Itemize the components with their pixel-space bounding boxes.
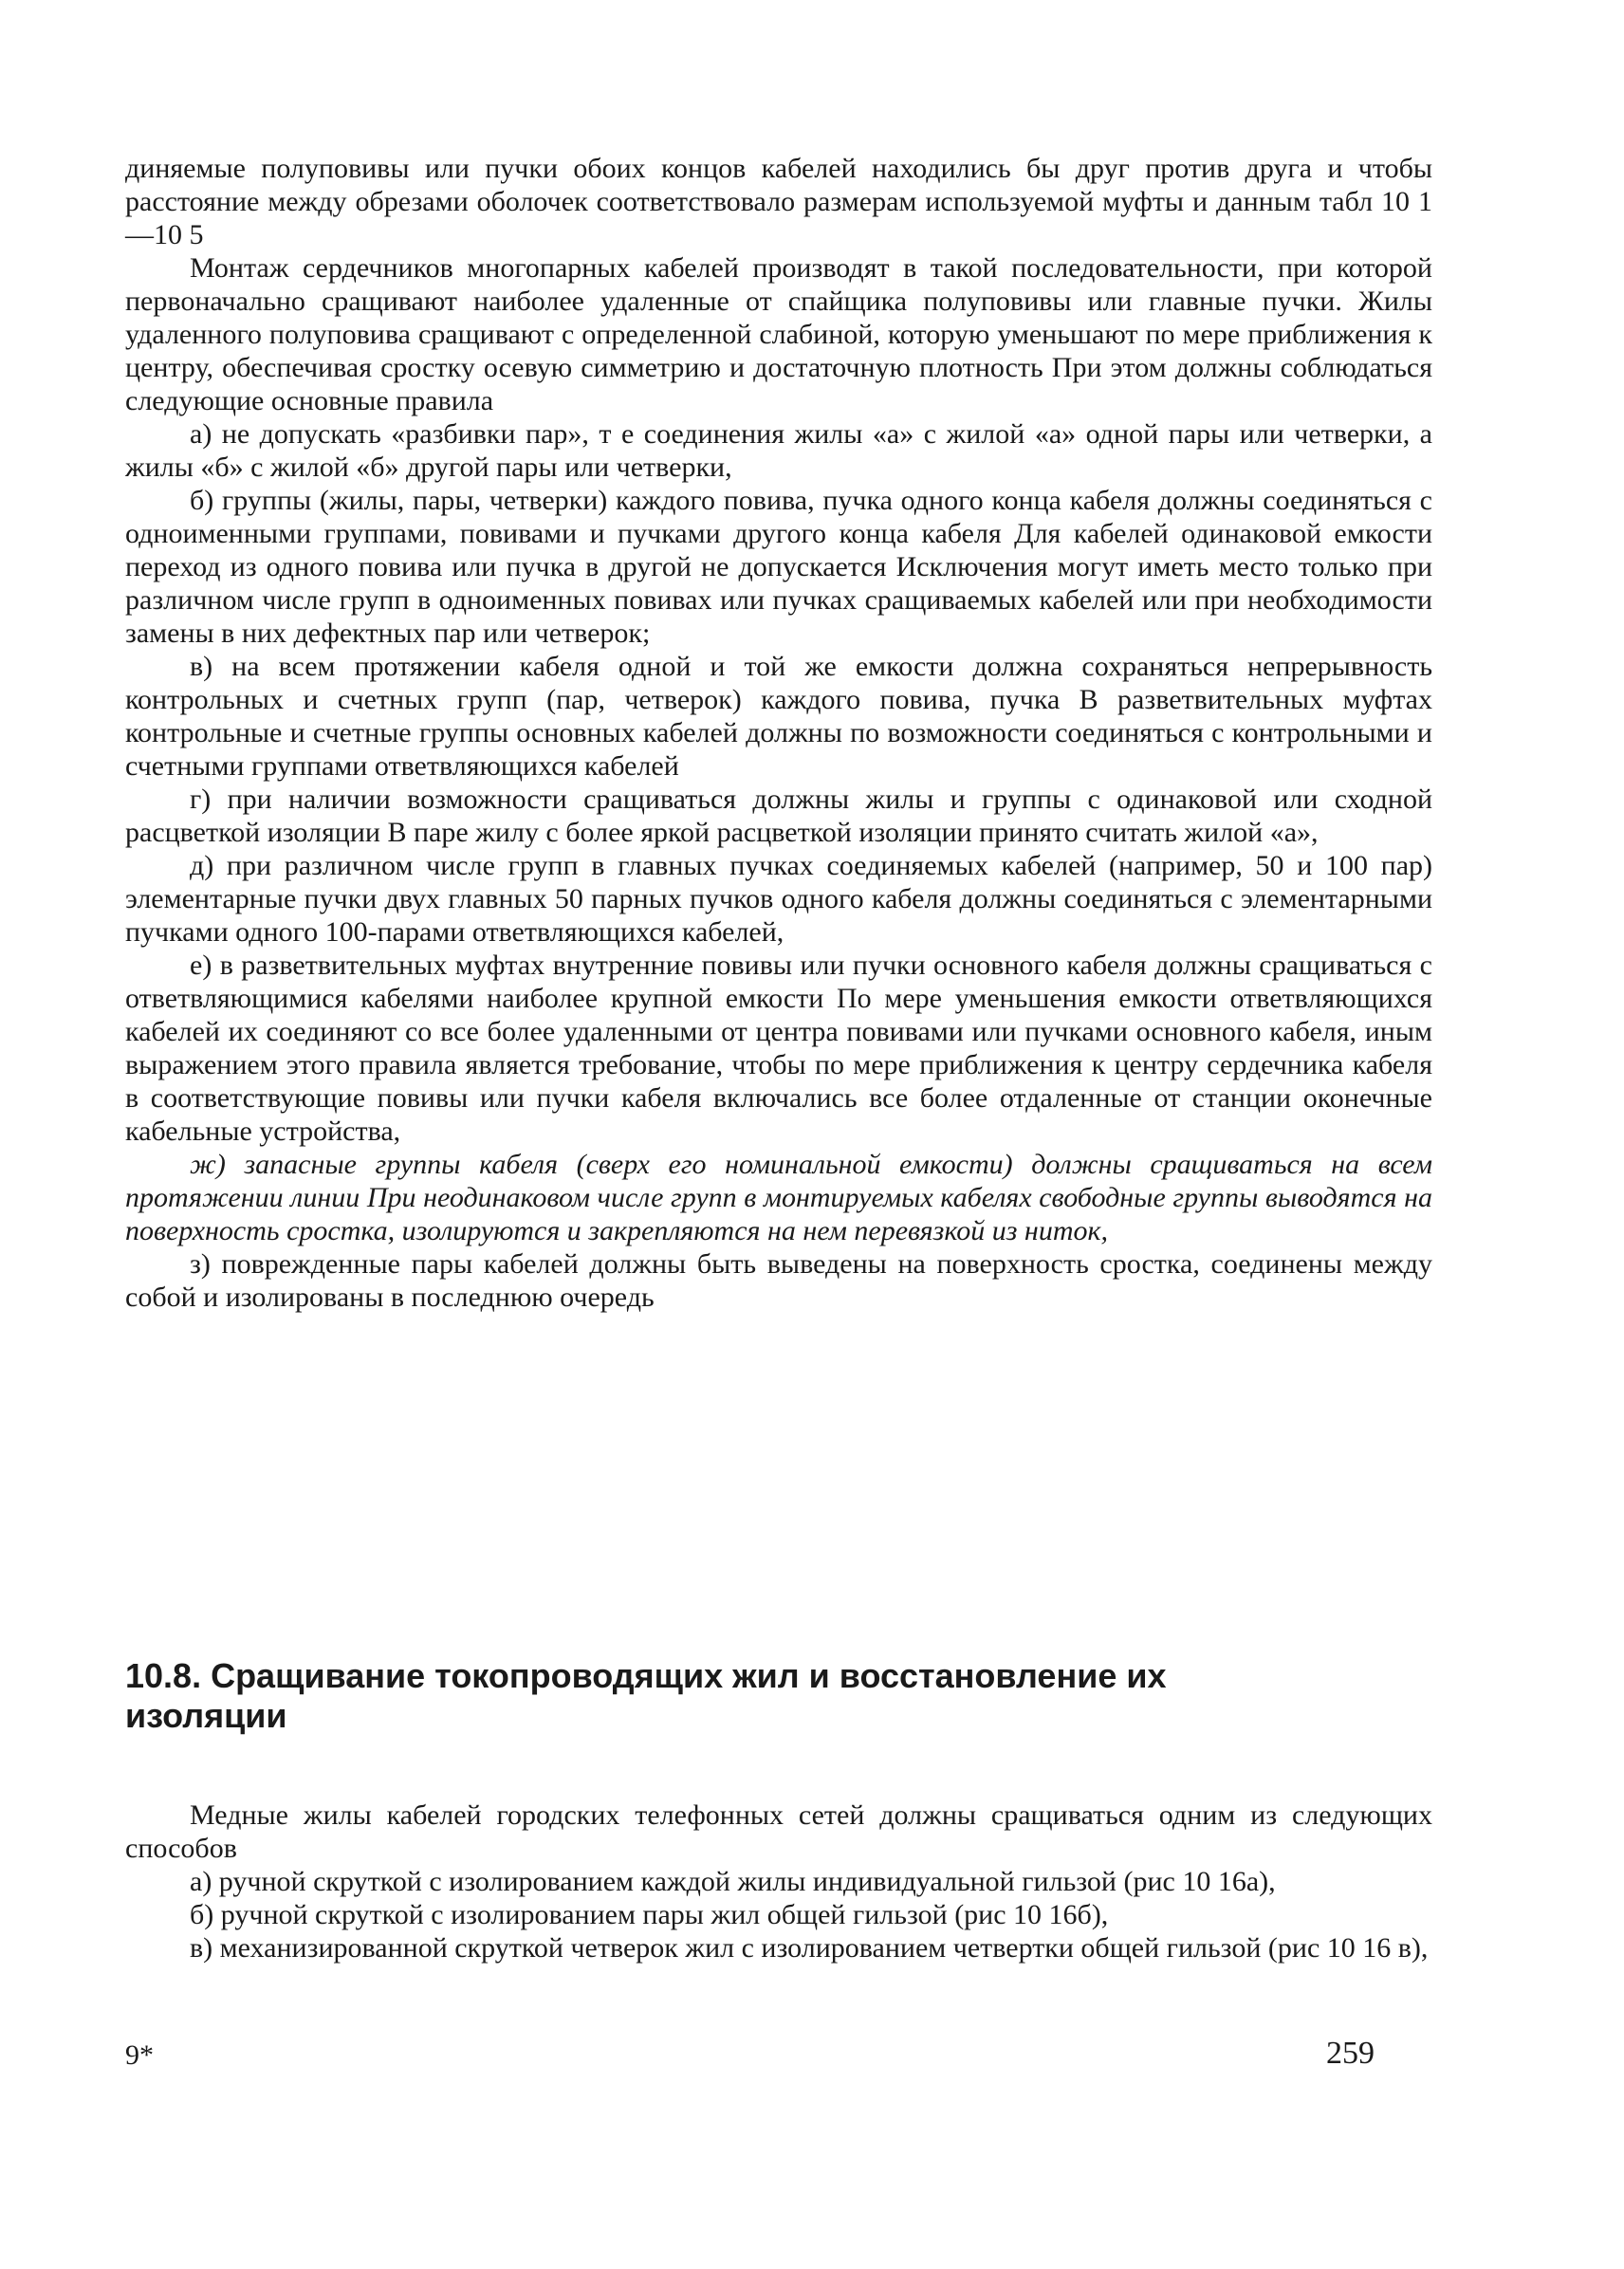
rule-z: з) поврежденные пары кабелей должны быть выведены на поверхность сростка, соединены между собой и изолированы в последнюю очередь <box>125 1248 1432 1313</box>
paragraph: Монтаж сердечников многопарных кабелей производят в такой последовательности, при которой первоначально сращивают наиболее удаленные от спайщика полуповивы или главные пучки. Жилы удаленного полуповива сращивают с определенной слабиной, которую уменьшают по мере приближения к центру, обеспечивая сростку осевую симметрию и достаточную плотность При этом должны соблюдаться следующие основные правила <box>125 252 1432 416</box>
rule-g: г) при наличии возможности сращиваться должны жилы и группы с одинаковой или сходной расцветкой изоляции В паре жилу с более яркой расцветкой изоляции принято считать жилой «а», <box>125 784 1432 848</box>
rule-b: б) группы (жилы, пары, четверки) каждого повива, пучка одного конца кабеля должны соединяться с одноименными группами, повивами и пучками другого конца кабеля Для кабелей одинаковой емкости переход из одного повива или пучка в другой не допускается Исключения могут иметь место только при различном числе групп в одноименных повивах или пучках сращиваемых кабелей или при необходимости замены в них дефектных пар или четверок; <box>125 485 1432 649</box>
method-a: а) ручной скруткой с изолированием каждой жилы индивидуальной гильзой (рис 10 16а), <box>190 1866 1276 1897</box>
rule-d: д) при различном числе групп в главных пучках соединяемых кабелей (например, 50 и 100 пар) элементарные пучки двух главных 50 парных пучков одного кабеля должны соединяться с элементарными пучками одного 100-парами ответвляющихся кабелей, <box>125 850 1432 948</box>
section-heading: 10.8. Сращивание токопроводящих жил и восстановление их изоляции <box>125 1656 1167 1735</box>
rule-zh: ж) запасные группы кабеля (сверх его номинальной емкости) должны сращиваться на всем протяжении линии При неодинаковом числе групп в монтируемых кабелях свободные группы выводятся на поверхность сростка, изолируются и закрепляются на нем перевязкой из ниток, <box>125 1149 1432 1246</box>
rule-e: е) в разветвительных муфтах внутренние повивы или пучки основного кабеля должны сращиваться с ответвляющимися кабелями наиболее крупной емкости По мере уменьшения емкости ответвляющихся кабелей их соединяют со все более удаленными от центра повивами или пучками основного кабеля, иным выражением этого правила является требование, чтобы по мере приближения к центру сердечника кабеля в соответствующие повивы или пучки кабеля включались все более отдаленные от станции оконечные кабельные устройства, <box>125 950 1432 1147</box>
body-text-bottom <box>125 1799 1432 1965</box>
body-text-top <box>125 152 1432 1314</box>
method-b: б) ручной скруткой с изолированием пары жил общей гильзой (рис 10 16б), <box>190 1899 1109 1930</box>
rule-a: а) не допускать «разбивки пар», т е соединения жилы «а» с жилой «а» одной пары или четверки, а жилы «б» с жилой «б» другой пары или четверки, <box>125 418 1432 483</box>
printer-signature: 9* <box>125 2039 154 2071</box>
paragraph: диняемые полуповивы или пучки обоих концов кабелей находились бы друг против друга и чтобы расстояние между обрезами оболочек соответствовало размерам используемой муфты и данным табл 10 1—10 5 <box>125 153 1432 250</box>
method-v: в) механизированной скруткой четверок жил с изолированием четвертки общей гильзой (рис 10 16 в), <box>190 1932 1429 1964</box>
rule-v: в) на всем протяжении кабеля одной и той же емкости должна сохраняться непрерывность контрольных и счетных групп (пар, четверок) каждого повива, пучка В разветвительных муфтах контрольные и счетные группы основных кабелей должны по возможности соединяться с контрольными и счетными группами ответвляющихся кабелей <box>125 651 1432 782</box>
paragraph: Медные жилы кабелей городских телефонных сетей должны сращиваться одним из следующих способов <box>125 1799 1432 1864</box>
page-number: 259 <box>1326 2036 1375 2071</box>
